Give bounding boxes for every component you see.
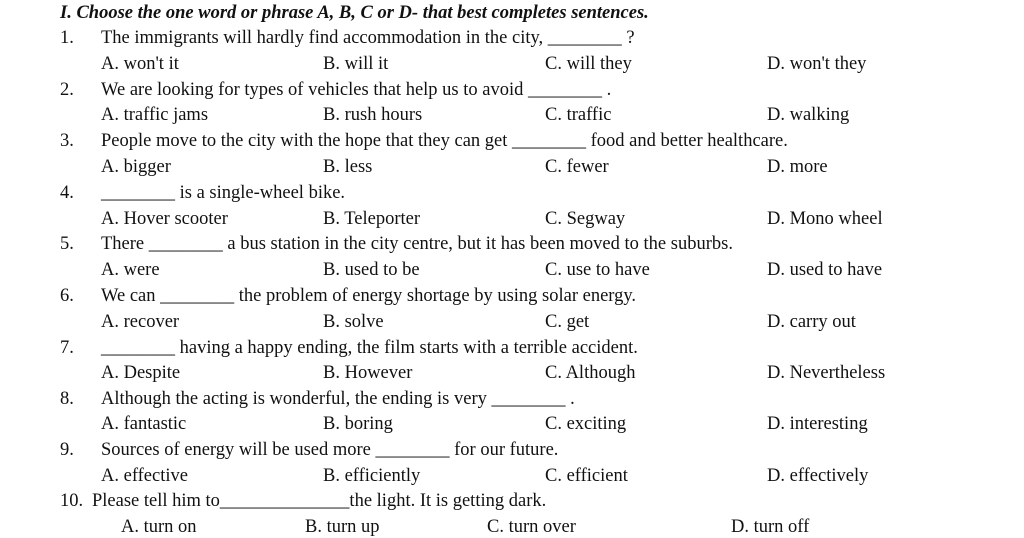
q4-option-b: B. Teleporter [323,209,420,229]
q2-option-a: A. traffic jams [101,105,209,125]
question-text: Although the acting is wonderful, the ending is very ________ . [101,389,575,409]
question-text: People move to the city with the hope that they can get ________ food and better healthcare. [101,131,788,151]
question-number: 3. [60,131,74,151]
question-text: Sources of energy will be used more ________ for our future. [101,440,559,460]
q4-option-c: C. Segway [545,209,626,229]
q4-option-d: D. Mono wheel [767,209,883,229]
question-number: 7. [60,338,74,358]
q3-option-c: C. fewer [545,157,609,177]
q5-option-c: C. use to have [545,260,650,280]
question-number: 9. [60,440,74,460]
question-text: There ________ a bus station in the city centre, but it has been moved to the suburbs. [101,234,733,254]
q5-option-d: D. used to have [767,260,883,280]
q4-option-a: A. Hover scooter [101,209,228,229]
q5-option-b: B. used to be [323,260,420,280]
q8-option-c: C. exciting [545,414,627,434]
question-text: We can ________ the problem of energy shortage by using solar energy. [101,286,637,306]
q6-option-b: B. solve [323,312,384,332]
q9-option-d: D. effectively [767,466,869,486]
q10-option-b: B. turn up [305,517,380,537]
q8-option-d: D. interesting [767,414,868,434]
question-text: Please tell him to______________the light. It is getting dark. [92,491,547,511]
question-text: The immigrants will hardly find accommodation in the city, ________ ? [101,28,635,48]
q3-option-b: B. less [323,157,373,177]
q6-option-d: D. carry out [767,312,856,332]
question-number: 1. [60,28,74,48]
q10-option-c: C. turn over [487,517,576,537]
question-text: ________ is a single-wheel bike. [101,183,346,203]
q9-option-c: C. efficient [545,466,628,486]
q8-option-a: A. fantastic [101,414,187,434]
q7-option-c: C. Although [545,363,636,383]
q9-option-a: A. effective [101,466,188,486]
question-number: 5. [60,234,74,254]
q5-option-a: A. were [101,260,160,280]
q10-option-a: A. turn on [121,517,197,537]
q7-option-b: B. However [323,363,413,383]
q8-option-b: B. boring [323,414,393,434]
question-text: ________ having a happy ending, the film starts with a terrible accident. [101,338,638,358]
q6-option-a: A. recover [101,312,180,332]
question-number: 4. [60,183,74,203]
q3-option-a: A. bigger [101,157,171,177]
exercise-title: I. Choose the one word or phrase A, B, C or D- that best completes sentences. [60,3,649,23]
question-number: 6. [60,286,74,306]
q7-option-d: D. Nevertheless [767,363,886,383]
q3-option-d: D. more [767,157,828,177]
question-text: We are looking for types of vehicles that help us to avoid ________ . [101,80,612,100]
q7-option-a: A. Despite [101,363,181,383]
q9-option-b: B. efficiently [323,466,421,486]
q2-option-c: C. traffic [545,105,612,125]
q1-option-b: B. will it [323,54,389,74]
q1-option-c: C. will they [545,54,632,74]
question-number: 8. [60,389,74,409]
question-number: 10. [60,491,84,511]
q10-option-d: D. turn off [731,517,810,537]
q2-option-b: B. rush hours [323,105,423,125]
q6-option-c: C. get [545,312,590,332]
question-number: 2. [60,80,74,100]
q1-option-d: D. won't they [767,54,867,74]
q1-option-a: A. won't it [101,54,179,74]
q2-option-d: D. walking [767,105,850,125]
